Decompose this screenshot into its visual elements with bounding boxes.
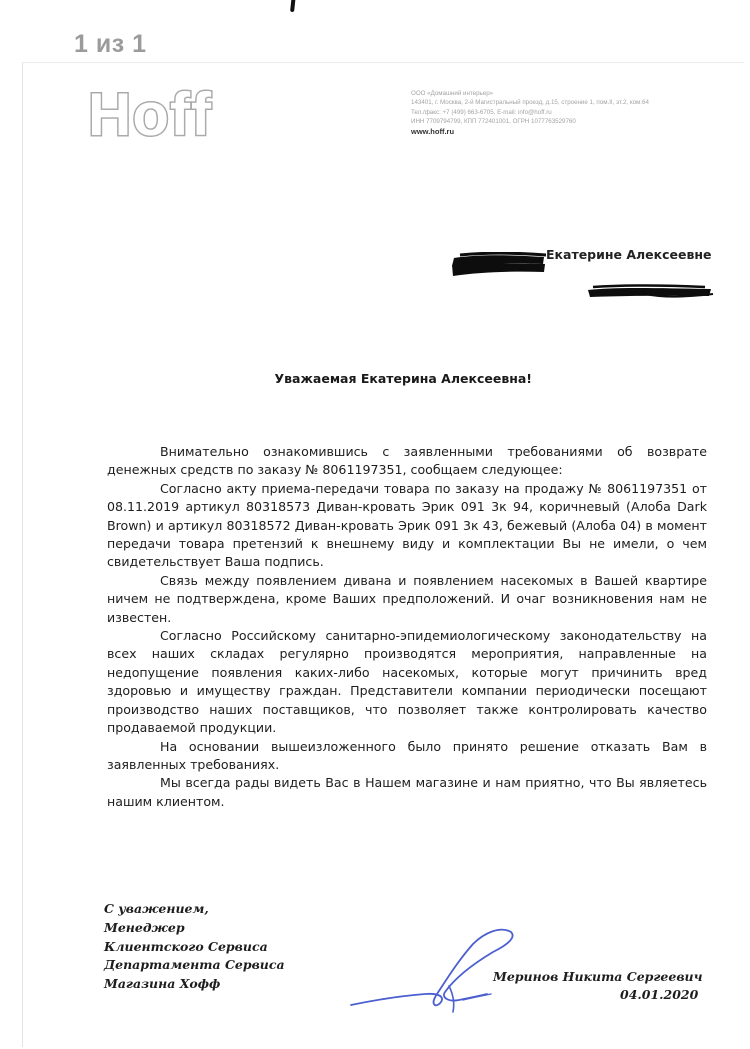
company-line: ИНН 7709794799, КПП 772401001, ОГРН 1077763529760: [411, 118, 576, 126]
page-counter: 1 из 1: [74, 30, 147, 58]
closing-line: Менеджер: [104, 919, 185, 935]
company-info: [411, 89, 731, 136]
paragraph: На основании вышеизложенного было принято решение отказать Вам в заявленных требованиях.: [107, 738, 707, 772]
recipient-redaction: [450, 252, 546, 278]
closing-line: С уважением,: [104, 901, 209, 916]
closing-line: Магазина Хофф: [104, 976, 221, 992]
paragraph: Согласно Российскому санитарно-эпидемиологическому законодательству на всех наших складах регулярно производятся мероприятия, направленные на недопущение появления каких-либо насекомых, которые могут причинить вред здоровью и имуществу граждан. Представители компании периодически посещают производство наших поставщиков, что позволяет также контролировать качество продаваемой продукции.: [107, 628, 707, 736]
paragraph: Согласно акту приема-передачи товара по заказу на продажу № 8061197351 от 08.11.2019 артикул 80318573 Диван-кровать Эрик 091 3к 94, коричневый (Алоба Dark Brown) и артикул 80318572 Диван-кровать Эрик 091 3к 43, бежевый (Алоба 04) в момент передачи товара претензий к внешнему виду и комплектации Вы не имели, о чем свидетельствует Ваша подпись.: [107, 480, 707, 570]
recipient-name: Екатерине Алексеевне: [546, 247, 712, 262]
signer-name: Меринов Никита Сергеевич: [493, 969, 703, 984]
greeting-text: Уважаемая Екатерина Алексеевна!: [274, 371, 532, 386]
paragraph: Мы всегда рады видеть Вас в Нашем магазине и нам приятно, что Вы являетесь нашим клиентом.: [107, 775, 707, 809]
top-edge-mark: [290, 0, 296, 12]
company-line: Тел./факс: +7 (499) 663-6705, E-mail: info@hoff.ru: [411, 108, 552, 116]
closing-line: Клиентского Сервиса: [104, 938, 268, 954]
company-website: www.hoff.ru: [411, 126, 455, 136]
greeting: [0, 371, 660, 386]
signed-date: 04.01.2020: [620, 987, 699, 1002]
paragraph: Связь между появлением дивана и появлением насекомых в Вашей квартире ничем не подтверждена, кроме Ваших предположений. И очаг возникновения нам не известен.: [107, 572, 707, 625]
company-line: 143401, г. Москва, 2-й Магистральный проезд, д.15, строение 1, пом.II, эт.2, ком.64: [411, 99, 649, 107]
letter-body: [107, 443, 707, 811]
closing-line: Департамента Сервиса: [104, 957, 285, 973]
closing-block: [104, 900, 285, 994]
address-redaction: [585, 282, 715, 302]
hoff-logo: Hoff: [88, 81, 212, 148]
paragraph: Внимательно ознакомившись с заявленными требованиями об возврате денежных средств по заказу № 8061197351, сообщаем следующее:: [107, 444, 707, 478]
company-line: ООО «Домашний интерьер»: [411, 90, 494, 97]
